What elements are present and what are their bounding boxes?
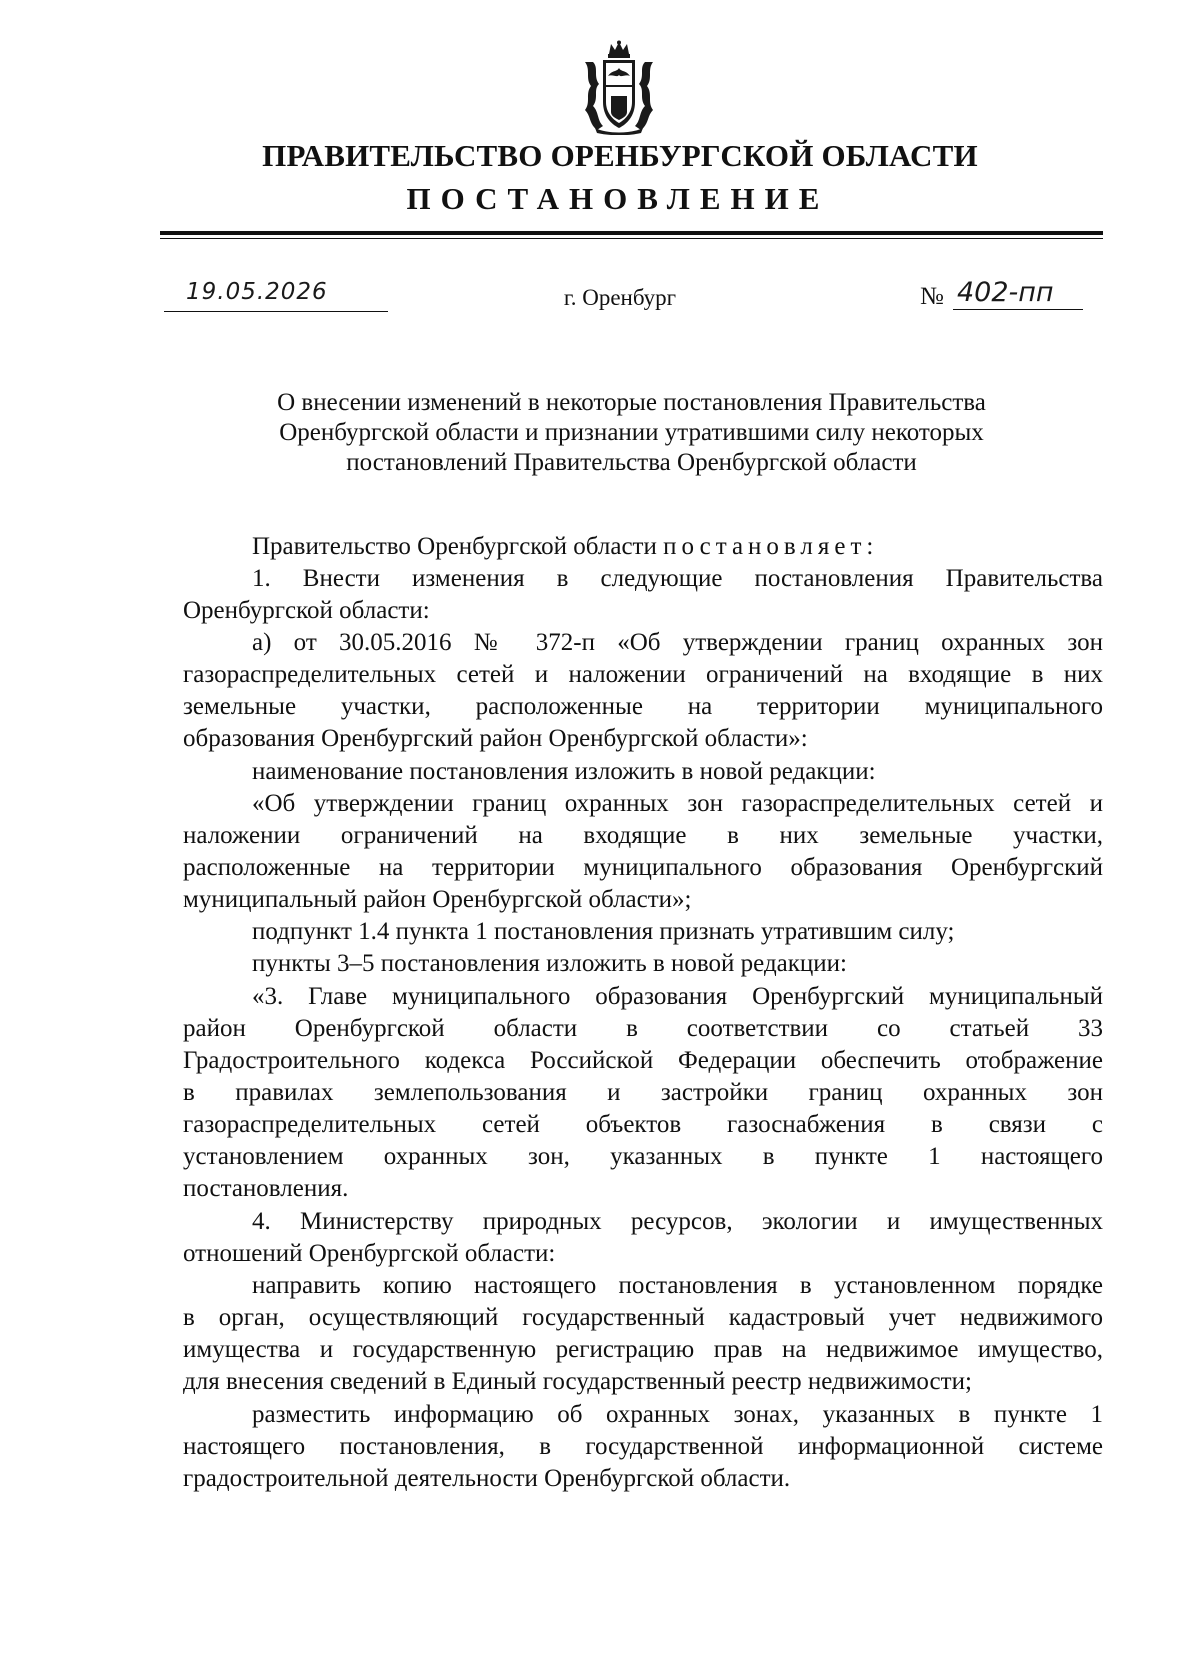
body-line: газораспределительных сетей и наложении ограничений на входящие в них <box>183 661 1103 688</box>
organization-name: ПРАВИТЕЛЬСТВО ОРЕНБУРГСКОЙ ОБЛАСТИ <box>262 138 978 173</box>
body-line: 1. Внести изменения в следующие постановления Правительства <box>252 565 1103 592</box>
date-underline <box>164 311 388 312</box>
preamble-spaced-word: постановляет: <box>663 533 879 560</box>
body-line: пункты 3–5 постановления изложить в новой редакции: <box>252 950 847 977</box>
document-number: 402-пп <box>957 277 1054 308</box>
document-date: 19.05.2026 <box>186 279 328 305</box>
body-line: расположенные на территории муниципального образования Оренбургский <box>183 854 1103 881</box>
oblast-coat-of-arms-icon <box>581 40 657 135</box>
document-type: ПОСТАНОВЛЕНИЕ <box>406 181 830 216</box>
body-line: направить копию настоящего постановления в установленном порядке <box>252 1272 1103 1299</box>
body-line: в правилах землепользования и застройки границ охранных зон <box>183 1079 1103 1106</box>
document-title <box>160 388 1103 478</box>
body-line: настоящего постановления, в государственной информационной системе <box>183 1433 1103 1460</box>
body-line: образования Оренбургский район Оренбургской области»: <box>183 725 808 752</box>
body-line: в орган, осуществляющий государственный кадастровый учет недвижимого <box>183 1304 1103 1331</box>
number-label: № <box>920 283 944 310</box>
number-underline <box>953 309 1083 310</box>
preamble-line <box>252 530 878 563</box>
title-line: постановлений Правительства Оренбургской области <box>346 449 917 476</box>
body-line: подпункт 1.4 пункта 1 постановления признать утратившим силу; <box>252 918 955 945</box>
body-line: для внесения сведений в Единый государственный реестр недвижимости; <box>183 1368 972 1395</box>
body-line: отношений Оренбургской области: <box>183 1240 556 1267</box>
title-line: О внесении изменений в некоторые постановления Правительства <box>277 389 986 416</box>
body-line: «Об утверждении границ охранных зон газораспределительных сетей и <box>252 790 1103 817</box>
body-line: разместить информацию об охранных зонах, указанных в пункте 1 <box>252 1401 1103 1428</box>
body-line: градостроительной деятельности Оренбургской области. <box>183 1465 791 1492</box>
document-city: г. Оренбург <box>563 285 677 310</box>
body-line: Оренбургской области: <box>183 597 430 624</box>
body-line: а) от 30.05.2016 № 372-п «Об утверждении границ охранных зон <box>252 629 1103 656</box>
header-rule-thin <box>160 238 1103 239</box>
title-line: Оренбургской области и признании утратившими силу некоторых <box>279 419 984 446</box>
body-line: установлением охранных зон, указанных в пункте 1 настоящего <box>183 1143 1103 1170</box>
preamble-text: Правительство Оренбургской области <box>252 533 657 560</box>
body-line: газораспределительных сетей объектов газоснабжения в связи с <box>183 1111 1103 1138</box>
header-rule-thick <box>160 231 1103 235</box>
body-line: Градостроительного кодекса Российской Федерации обеспечить отображение <box>183 1047 1103 1074</box>
body-line: наименование постановления изложить в новой редакции: <box>252 758 876 785</box>
body-line: наложении ограничений на входящие в них земельные участки, <box>183 822 1103 849</box>
body-line: земельные участки, расположенные на территории муниципального <box>183 693 1103 720</box>
body-line: муниципальный район Оренбургской области»; <box>183 886 692 913</box>
body-line: имущества и государственную регистрацию прав на недвижимое имущество, <box>183 1336 1103 1363</box>
body-line: район Оренбургской области в соответствии со статьей 33 <box>183 1015 1103 1042</box>
body-line: «3. Главе муниципального образования Оренбургский муниципальный <box>252 983 1103 1010</box>
body-line: 4. Министерству природных ресурсов, экологии и имущественных <box>252 1208 1103 1235</box>
body-line: постановления. <box>183 1175 349 1202</box>
